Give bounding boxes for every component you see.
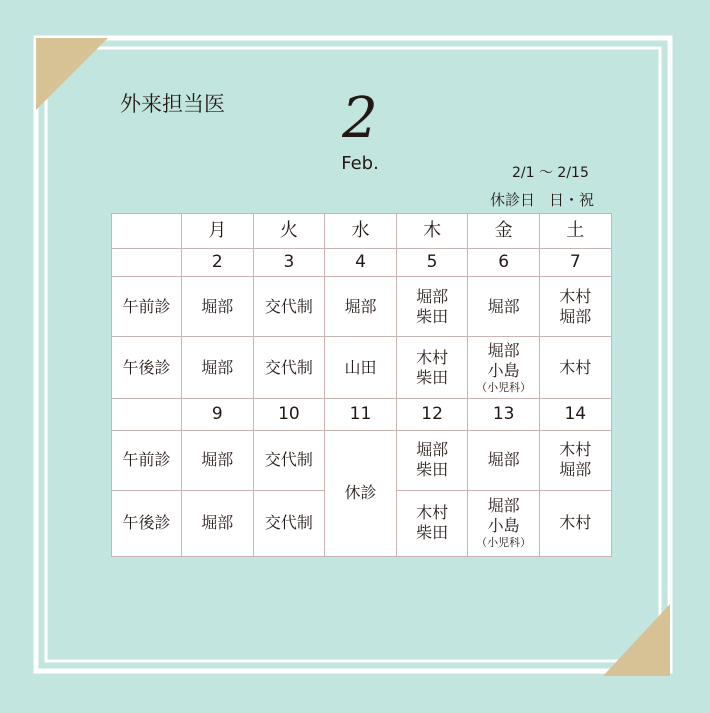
weekday-header: 火: [253, 214, 325, 249]
empty-cell: [112, 399, 182, 431]
doctor-name: 小島: [487, 516, 520, 536]
doctor-name: 柴田: [416, 367, 449, 387]
month-abbreviation: Feb.: [341, 153, 379, 174]
week2-date-row: [112, 399, 612, 431]
doctor-name: 堀部: [201, 513, 234, 533]
doctor-cell: [468, 490, 540, 556]
date-cell: 9: [182, 399, 254, 431]
date-cell: 7: [539, 248, 611, 276]
doctor-cell: [468, 430, 540, 490]
page-title: 外来担当医: [120, 92, 225, 116]
doctor-name: 堀部: [201, 296, 234, 316]
doctor-name: 堀部: [201, 357, 234, 377]
date-cell: 11: [325, 399, 397, 431]
afternoon-session-label: 午後診: [112, 337, 182, 399]
doctor-name: 木村: [416, 347, 449, 367]
doctor-name: 交代制: [264, 513, 313, 533]
pediatrics-note: （小児科）: [476, 380, 532, 394]
date-cell: 2: [182, 248, 254, 276]
doctor-name: 堀部: [416, 286, 449, 306]
empty-cell: [112, 248, 182, 276]
doctor-cell: [468, 277, 540, 337]
doctor-cell: [182, 337, 254, 399]
week1-morning-row: [112, 277, 612, 337]
doctor-cell: [468, 337, 540, 399]
doctor-name: 木村: [559, 440, 592, 460]
date-cell: 3: [253, 248, 325, 276]
weekday-header: 水: [325, 214, 397, 249]
afternoon-session-label: 午後診: [112, 490, 182, 556]
doctor-name: 堀部: [559, 460, 592, 480]
week1-afternoon-row: [112, 337, 612, 399]
morning-session-label: 午前診: [112, 277, 182, 337]
weekday-header: 木: [396, 214, 468, 249]
weekday-header: 金: [468, 214, 540, 249]
doctor-cell: [253, 337, 325, 399]
doctor-name: 柴田: [416, 306, 449, 326]
doctor-name: 木村: [559, 286, 592, 306]
doctor-name: 堀部: [487, 296, 520, 316]
doctor-name: 交代制: [264, 296, 313, 316]
morning-session-label: 午前診: [112, 430, 182, 490]
doctor-name: 柴田: [416, 460, 449, 480]
weekday-header: 月: [182, 214, 254, 249]
doctor-name: 堀部: [487, 496, 520, 516]
doctor-name: 交代制: [264, 357, 313, 377]
doctor-name: 木村: [559, 357, 592, 377]
doctor-name: 堀部: [487, 340, 520, 360]
doctor-name: 堀部: [344, 296, 377, 316]
doctor-cell: [253, 277, 325, 337]
doctor-name: 堀部: [201, 450, 234, 470]
week1-date-row: [112, 248, 612, 276]
doctor-cell: [396, 490, 468, 556]
doctor-cell: [396, 430, 468, 490]
doctor-name: 山田: [344, 357, 377, 377]
date-cell: 5: [396, 248, 468, 276]
date-cell: 4: [325, 248, 397, 276]
doctor-name: 柴田: [416, 523, 449, 543]
doctor-cell: [539, 337, 611, 399]
closed-days-info: [490, 189, 608, 210]
month-number: 2: [342, 86, 378, 151]
weekday-header-row: [112, 214, 612, 249]
doctor-name: 交代制: [264, 450, 313, 470]
doctor-name: 小島: [487, 360, 520, 380]
doctor-cell: [325, 277, 397, 337]
pediatrics-note: （小児科）: [476, 536, 532, 550]
doctor-name: 木村: [559, 513, 592, 533]
date-cell: 10: [253, 399, 325, 431]
date-cell: 14: [539, 399, 611, 431]
period-range: 2/1 〜 2/15: [512, 165, 589, 181]
week2-morning-row: [112, 430, 612, 490]
doctor-cell: [396, 277, 468, 337]
doctor-name: 堀部: [559, 306, 592, 326]
doctor-cell: [182, 277, 254, 337]
date-cell: 6: [468, 248, 540, 276]
doctor-cell: [539, 490, 611, 556]
doctor-cell: [539, 277, 611, 337]
corner-cell: [112, 214, 182, 249]
date-cell: 13: [468, 399, 540, 431]
doctor-name: 木村: [416, 503, 449, 523]
doctor-name: 堀部: [416, 440, 449, 460]
doctor-cell: [182, 430, 254, 490]
doctor-cell: [325, 337, 397, 399]
doctor-cell: [396, 337, 468, 399]
doctor-cell: [539, 430, 611, 490]
doctor-cell: [253, 490, 325, 556]
weekday-header: 土: [539, 214, 611, 249]
closed-days-label: 休診日: [490, 191, 536, 209]
doctor-cell: [182, 490, 254, 556]
date-cell: 12: [396, 399, 468, 431]
closed-day-cell: 休診: [325, 430, 397, 556]
doctor-name: 堀部: [487, 450, 520, 470]
doctor-cell: [253, 430, 325, 490]
closed-days-value: 日・祝: [549, 191, 595, 209]
doctor-schedule-table: [111, 213, 612, 557]
